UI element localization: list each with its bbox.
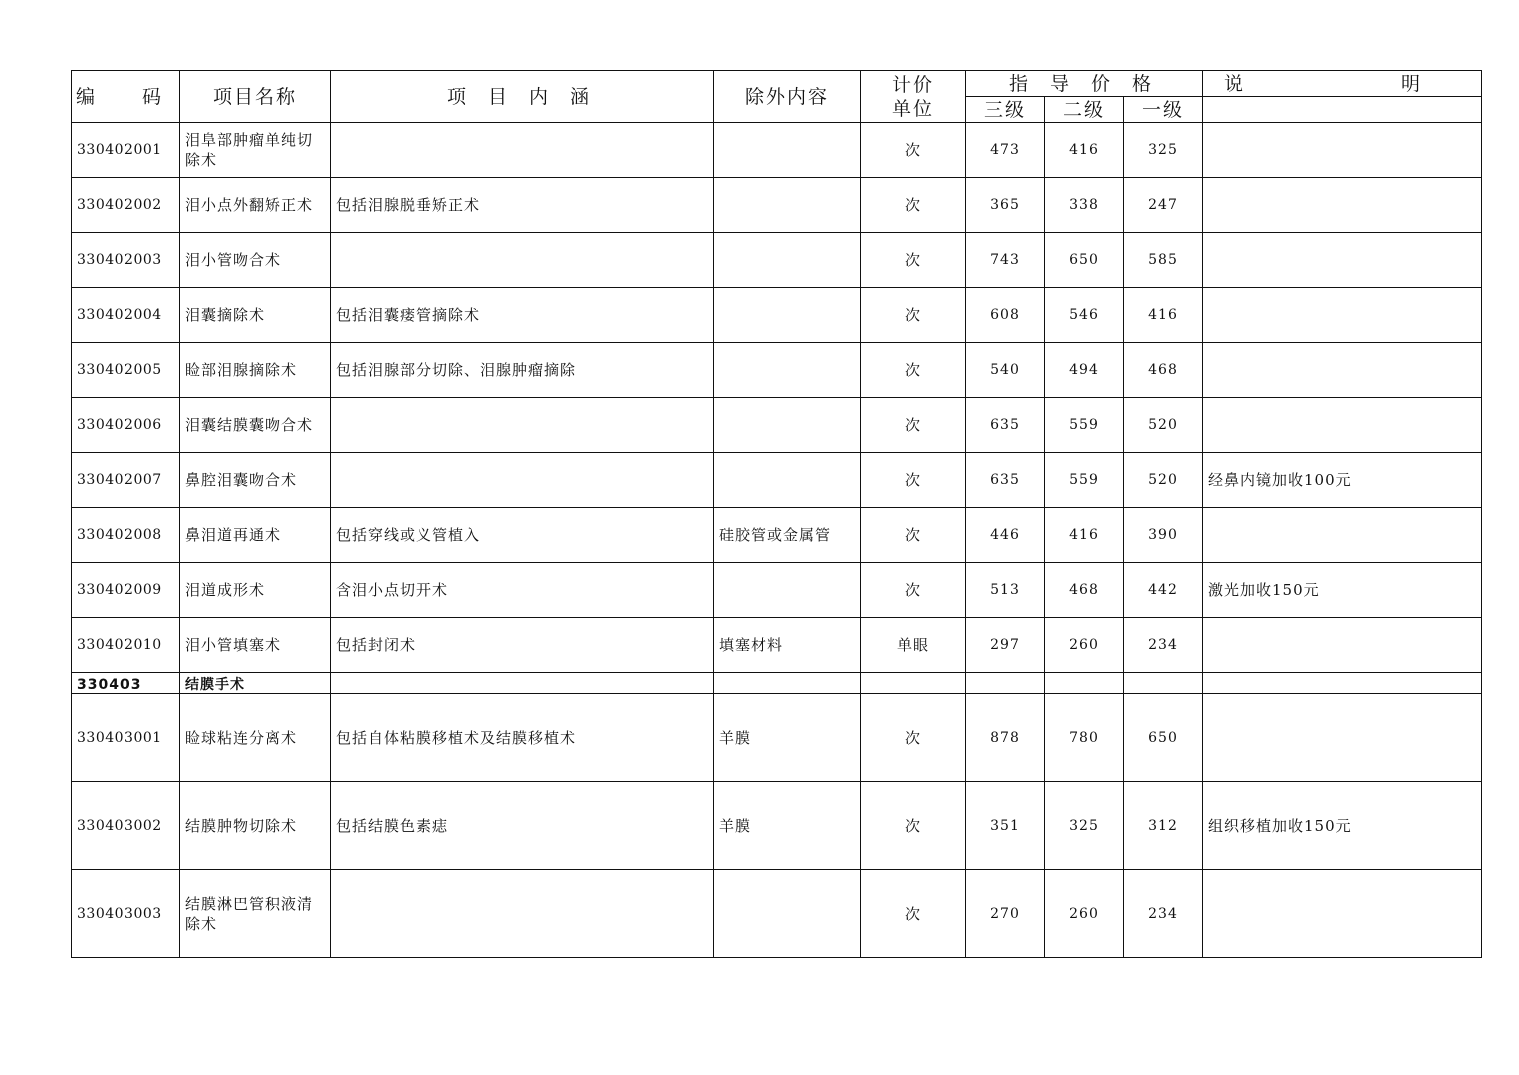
item-note [1203, 178, 1482, 233]
price-level1: 442 [1124, 563, 1203, 618]
table-row [72, 233, 1482, 288]
price-level2: 260 [1045, 870, 1124, 958]
item-content: 含泪小点切开术 [331, 563, 714, 618]
item-code: 330402002 [72, 178, 180, 233]
item-name: 泪小管吻合术 [180, 233, 331, 288]
price-level3: 635 [966, 398, 1045, 453]
item-content: 包括泪腺脱垂矫正术 [331, 178, 714, 233]
item-unit: 次 [861, 123, 966, 178]
price-level2: 559 [1045, 453, 1124, 508]
item-unit: 次 [861, 508, 966, 563]
item-name: 鼻腔泪囊吻合术 [180, 453, 331, 508]
header-content: 项 目 内 涵 [331, 71, 714, 123]
price-level3: 297 [966, 618, 1045, 673]
item-code: 330402007 [72, 453, 180, 508]
item-unit: 单眼 [861, 618, 966, 673]
item-exclusion [714, 563, 861, 618]
item-note: 组织移植加收150元 [1203, 782, 1482, 870]
item-content: 包括泪囊瘘管摘除术 [331, 288, 714, 343]
item-code: 330402003 [72, 233, 180, 288]
price-level3: 635 [966, 453, 1045, 508]
header-level2: 二级 [1045, 97, 1124, 123]
item-code: 330403002 [72, 782, 180, 870]
price-level3: 513 [966, 563, 1045, 618]
item-content: 包括泪腺部分切除、泪腺肿瘤摘除 [331, 343, 714, 398]
header-note: 说 明 [1203, 71, 1482, 97]
price-level2: 416 [1045, 508, 1124, 563]
header-name: 项目名称 [180, 71, 331, 123]
item-note [1203, 233, 1482, 288]
price-level2: 325 [1045, 782, 1124, 870]
price-level3: 473 [966, 123, 1045, 178]
price-level2: 416 [1045, 123, 1124, 178]
price-level1: 468 [1124, 343, 1203, 398]
table-row [72, 563, 1482, 618]
item-note [1203, 618, 1482, 673]
item-exclusion [714, 123, 861, 178]
table-row [72, 398, 1482, 453]
item-unit: 次 [861, 782, 966, 870]
price-level3: 365 [966, 178, 1045, 233]
item-name: 睑部泪腺摘除术 [180, 343, 331, 398]
item-name: 泪囊摘除术 [180, 288, 331, 343]
table-row [72, 618, 1482, 673]
price-level2: 494 [1045, 343, 1124, 398]
price-level1: 585 [1124, 233, 1203, 288]
table-row [72, 782, 1482, 870]
item-code: 330402005 [72, 343, 180, 398]
item-note: 激光加收150元 [1203, 563, 1482, 618]
price-level2: 338 [1045, 178, 1124, 233]
item-unit: 次 [861, 343, 966, 398]
price-level1: 234 [1124, 870, 1203, 958]
price-level1: 325 [1124, 123, 1203, 178]
price-level1: 390 [1124, 508, 1203, 563]
item-content: 包括封闭术 [331, 618, 714, 673]
table-row [72, 453, 1482, 508]
item-exclusion [714, 870, 861, 958]
item-name: 泪道成形术 [180, 563, 331, 618]
price-table [71, 70, 1482, 958]
item-note: 经鼻内镜加收100元 [1203, 453, 1482, 508]
item-name: 结膜肿物切除术 [180, 782, 331, 870]
item-exclusion [714, 343, 861, 398]
price-level3: 540 [966, 343, 1045, 398]
item-unit: 次 [861, 288, 966, 343]
item-exclusion: 羊膜 [714, 782, 861, 870]
item-unit: 次 [861, 178, 966, 233]
table-row [72, 288, 1482, 343]
item-code: 330402010 [72, 618, 180, 673]
item-unit: 次 [861, 453, 966, 508]
item-code: 330402006 [72, 398, 180, 453]
item-code: 330403003 [72, 870, 180, 958]
header-level3: 三级 [966, 97, 1045, 123]
table-row [72, 178, 1482, 233]
item-unit: 次 [861, 870, 966, 958]
price-level3: 878 [966, 694, 1045, 782]
item-note [1203, 343, 1482, 398]
item-code: 330402004 [72, 288, 180, 343]
item-note [1203, 508, 1482, 563]
item-code: 330402001 [72, 123, 180, 178]
price-level1: 650 [1124, 694, 1203, 782]
item-exclusion [714, 233, 861, 288]
item-unit: 次 [861, 398, 966, 453]
item-name: 泪小管填塞术 [180, 618, 331, 673]
item-unit: 次 [861, 563, 966, 618]
item-note [1203, 123, 1482, 178]
item-name: 鼻泪道再通术 [180, 508, 331, 563]
item-exclusion: 羊膜 [714, 694, 861, 782]
item-exclusion: 硅胶管或金属管 [714, 508, 861, 563]
item-note [1203, 694, 1482, 782]
price-level1: 247 [1124, 178, 1203, 233]
item-code: 330402009 [72, 563, 180, 618]
price-level1: 234 [1124, 618, 1203, 673]
header-code: 编 码 [72, 71, 180, 123]
price-level3: 270 [966, 870, 1045, 958]
item-content: 包括穿线或义管植入 [331, 508, 714, 563]
price-level2: 559 [1045, 398, 1124, 453]
price-level3: 743 [966, 233, 1045, 288]
header-guide-price: 指 导 价 格 [966, 71, 1203, 97]
price-level2: 780 [1045, 694, 1124, 782]
item-content [331, 453, 714, 508]
item-content [331, 123, 714, 178]
item-content: 包括结膜色素痣 [331, 782, 714, 870]
item-unit: 次 [861, 233, 966, 288]
item-exclusion [714, 453, 861, 508]
item-exclusion [714, 398, 861, 453]
section-row [72, 673, 1482, 694]
price-level2: 468 [1045, 563, 1124, 618]
price-level2: 260 [1045, 618, 1124, 673]
price-level1: 312 [1124, 782, 1203, 870]
price-level3: 351 [966, 782, 1045, 870]
item-name: 结膜淋巴管积液清除术 [180, 870, 331, 958]
table-row [72, 694, 1482, 782]
price-level2: 546 [1045, 288, 1124, 343]
item-content [331, 870, 714, 958]
item-exclusion [714, 288, 861, 343]
item-content: 包括自体粘膜移植术及结膜移植术 [331, 694, 714, 782]
table-row [72, 870, 1482, 958]
header-unit: 计价单位 [861, 71, 966, 123]
item-note [1203, 870, 1482, 958]
header-level1: 一级 [1124, 97, 1203, 123]
price-level1: 416 [1124, 288, 1203, 343]
item-note [1203, 398, 1482, 453]
item-code: 330403001 [72, 694, 180, 782]
item-name: 泪囊结膜囊吻合术 [180, 398, 331, 453]
item-name: 泪阜部肿瘤单纯切除术 [180, 123, 331, 178]
price-level1: 520 [1124, 398, 1203, 453]
header-exclusion: 除外内容 [714, 71, 861, 123]
price-level2: 650 [1045, 233, 1124, 288]
item-exclusion: 填塞材料 [714, 618, 861, 673]
item-content [331, 398, 714, 453]
header-note-blank [1203, 97, 1482, 123]
table-row [72, 123, 1482, 178]
item-exclusion [714, 178, 861, 233]
item-name: 泪小点外翻矫正术 [180, 178, 331, 233]
table-row [72, 508, 1482, 563]
price-level3: 446 [966, 508, 1045, 563]
item-note [1203, 288, 1482, 343]
item-content [331, 233, 714, 288]
section-name: 结膜手术 [180, 673, 331, 694]
item-code: 330402008 [72, 508, 180, 563]
item-name: 睑球粘连分离术 [180, 694, 331, 782]
item-unit: 次 [861, 694, 966, 782]
section-code: 330403 [72, 673, 180, 694]
price-level3: 608 [966, 288, 1045, 343]
table-row [72, 343, 1482, 398]
price-level1: 520 [1124, 453, 1203, 508]
